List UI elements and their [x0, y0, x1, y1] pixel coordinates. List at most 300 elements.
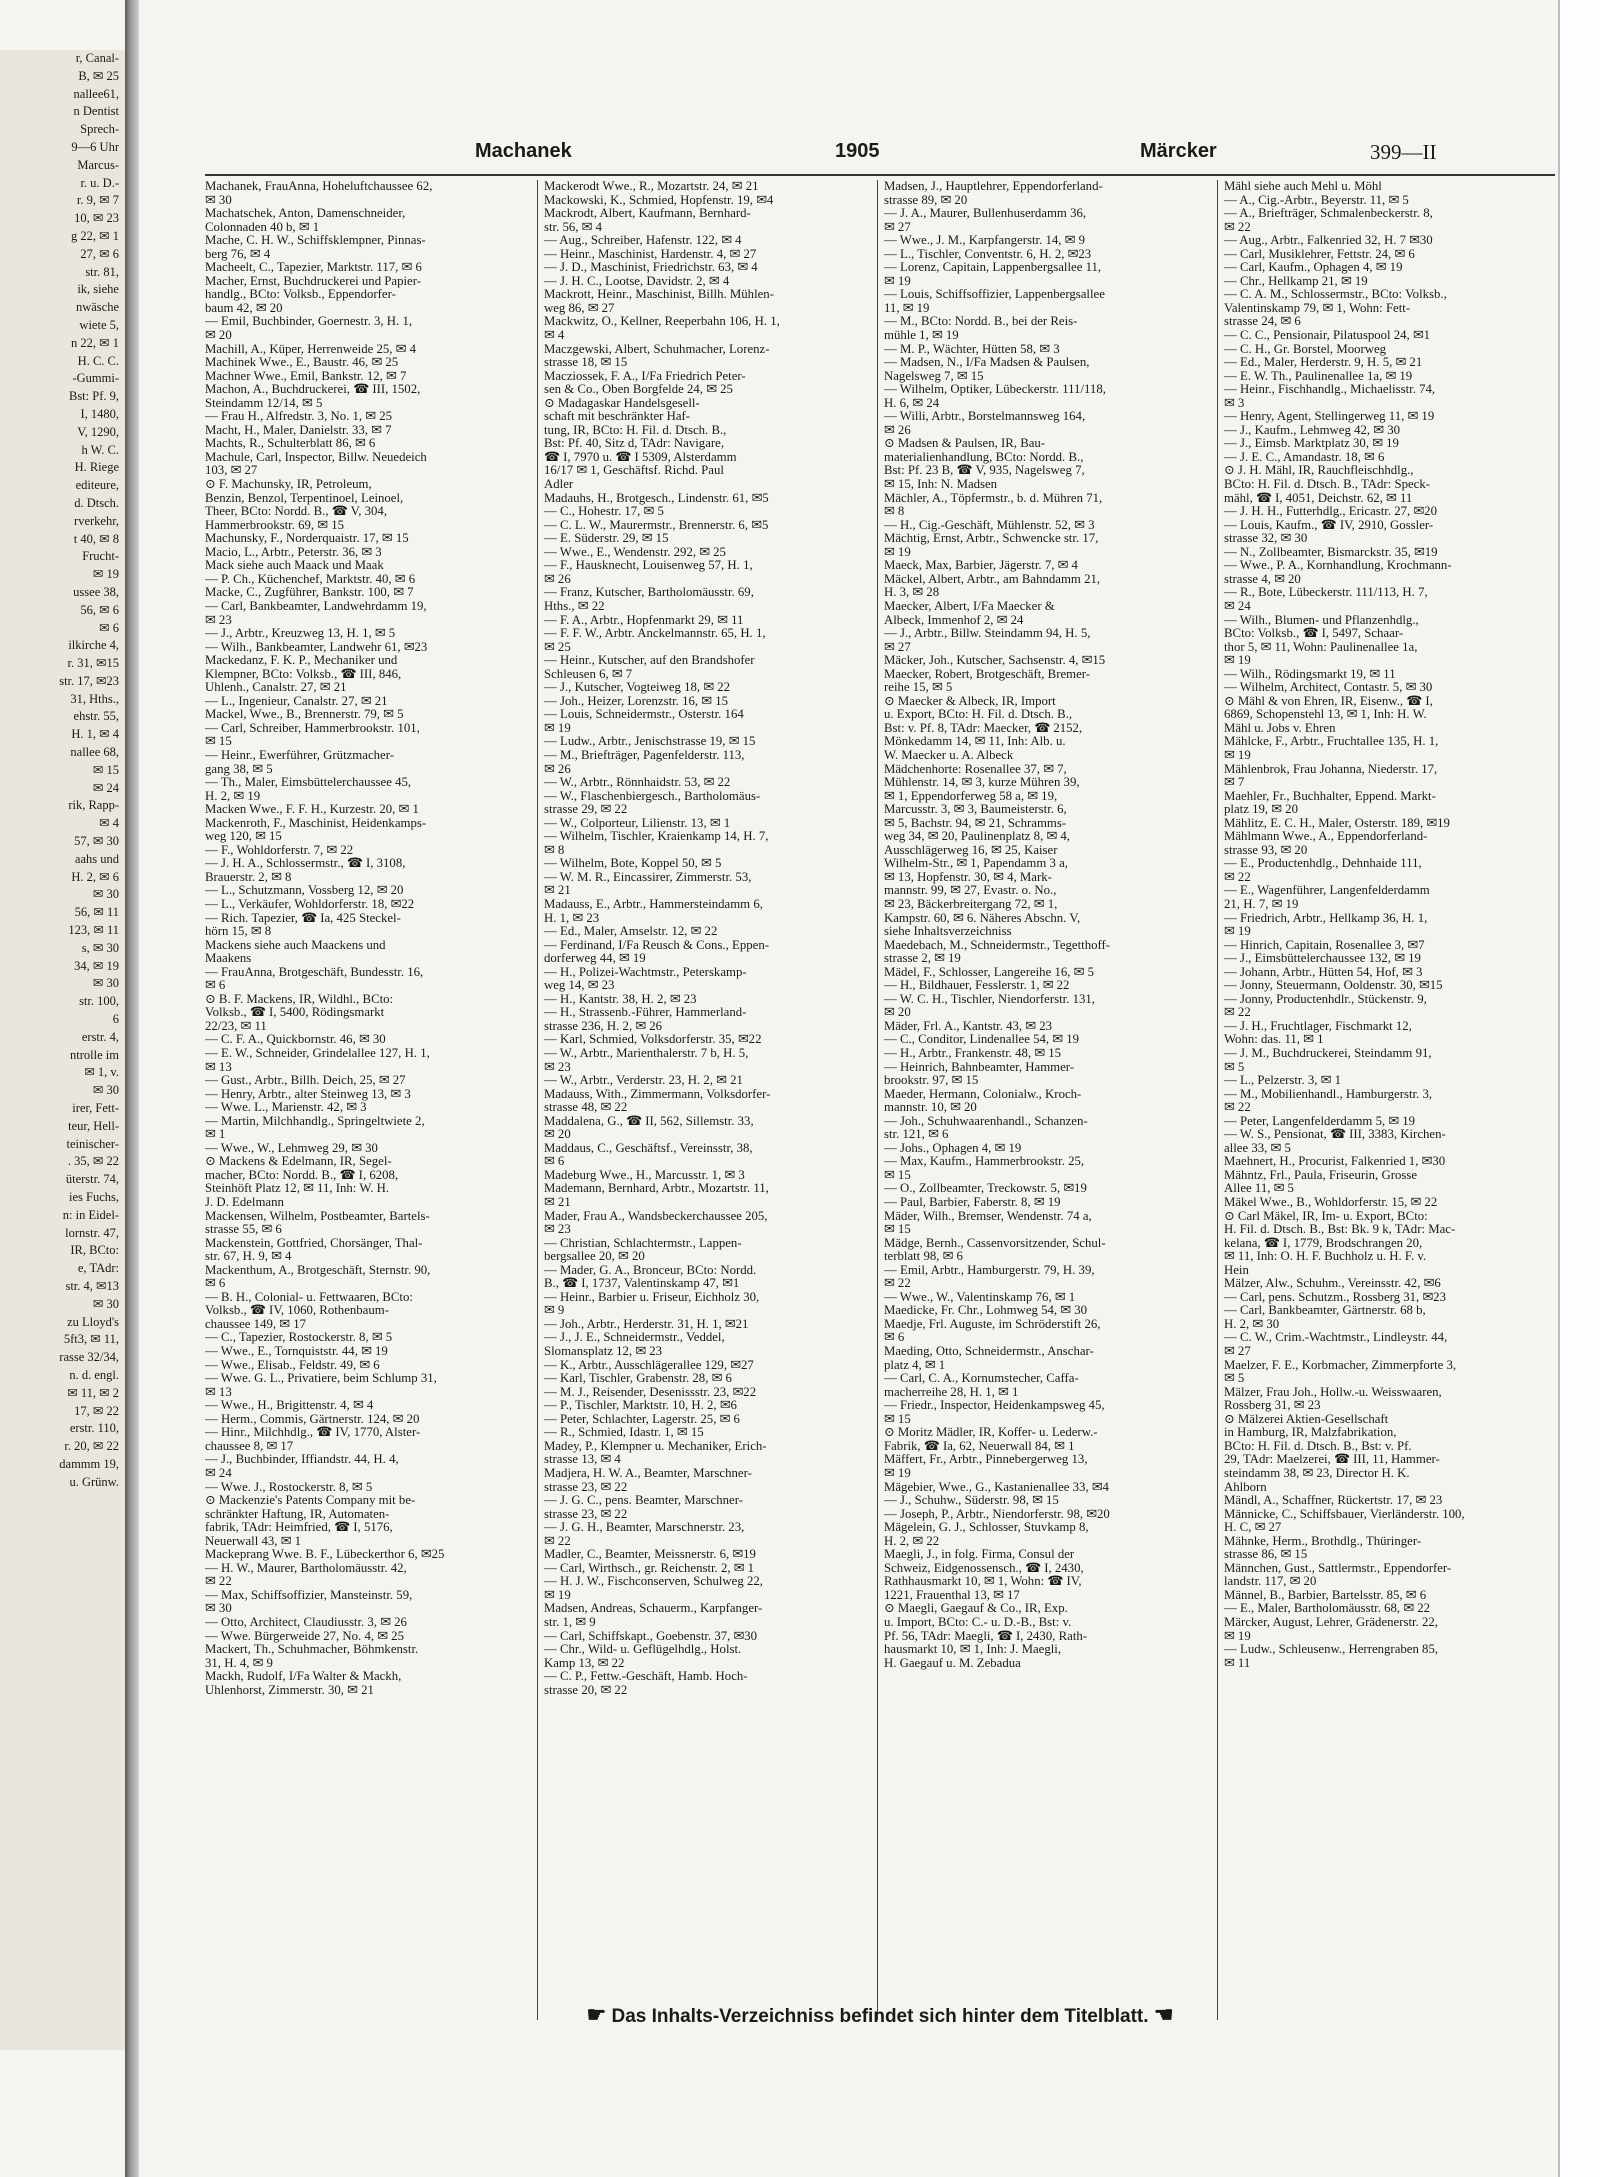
- directory-entry-line: — J., Kutscher, Vogteiweg 18, ✉ 22: [544, 681, 731, 695]
- header-last-entry: Märcker: [1140, 140, 1217, 162]
- directory-entry-line: — M., Briefträger, Pagenfelderstr. 113,: [544, 748, 745, 762]
- directory-entry-line: Mälzer, Frau Joh., Hollw.-u. Weisswaaren,: [1224, 1385, 1442, 1399]
- directory-entry-line: ✉ 19: [884, 274, 911, 288]
- directory-entry-line: — Max, Kaufm., Hammerbrookstr. 25,: [884, 1155, 1085, 1169]
- directory-entry-line: — Wilh., Bankbeamter, Landwehr 61, ✉23: [205, 640, 428, 654]
- directory-entry-line: 21, H. 7, ✉ 19: [1224, 897, 1299, 911]
- directory-entry-line: — Wwe. J., Rostockerstr. 8, ✉ 5: [205, 1480, 373, 1494]
- directory-entry-line: — Heinr., Barbier u. Friseur, Eichholz 30,: [544, 1290, 760, 1304]
- directory-entry-line: Mägebier, Wwe., G., Kastanienallee 33, ✉4: [884, 1480, 1109, 1494]
- directory-entry-line: Slomansplatz 12, ✉ 23: [544, 1345, 663, 1359]
- directory-entry-line: ✉ 6: [205, 979, 226, 993]
- directory-entry-line: strasse 32, ✉ 30: [1224, 532, 1308, 546]
- directory-entry-line: J. D. Edelmann: [205, 1196, 284, 1210]
- directory-entry-line: — Frau H., Alfredstr. 3, No. 1, ✉ 25: [205, 410, 393, 424]
- directory-entry-line: — Karl, Tischler, Grabenstr. 28, ✉ 6: [544, 1372, 732, 1386]
- directory-entry-line: reihe 15, ✉ 5: [884, 681, 953, 695]
- directory-entry-line: ✉ 6: [544, 1155, 565, 1169]
- directory-entry-line: strasse 89, ✉ 20: [884, 193, 968, 207]
- directory-entry-line: Ausschlägerweg 16, ✉ 25, Kaiser: [884, 843, 1058, 857]
- previous-page-line: 6: [112, 1012, 119, 1027]
- directory-entry-line: Mäffert, Fr., Arbtr., Pinnebergerweg 13,: [884, 1453, 1088, 1467]
- previous-page-line: ✉ 4: [99, 816, 119, 831]
- previous-page-line: nallee 68,: [70, 745, 119, 760]
- directory-entry-line: ✉ 6: [884, 1331, 905, 1345]
- directory-entry-line: Mackenroth, F., Maschinist, Heidenkamps-: [205, 816, 427, 830]
- previous-page-line: str. 17, ✉23: [59, 673, 119, 688]
- directory-entry-line: schränkter Haftung, IR, Automaten-: [205, 1507, 390, 1521]
- directory-entry-line: — Paul, Barbier, Faberstr. 8, ✉ 19: [884, 1196, 1061, 1210]
- directory-entry-line: — Otto, Architect, Claudiusstr. 3, ✉ 26: [205, 1615, 407, 1629]
- directory-entry-line: ✉ 21: [544, 1196, 571, 1210]
- directory-entry-line: ✉ 19: [884, 1466, 911, 1480]
- directory-entry-line: Mackerodt Wwe., R., Mozartstr. 24, ✉ 21: [544, 180, 759, 193]
- directory-entry-line: Machatschek, Anton, Damenschneider,: [205, 207, 406, 221]
- directory-entry-line: — H., Strassenb.-Führer, Hammerland-: [544, 1006, 747, 1020]
- previous-page-line: Marcus-: [77, 157, 119, 172]
- directory-entry-line: ⊙ Madagaskar Handelsgesell-: [544, 396, 700, 410]
- directory-entry-line: Hammerbrookstr. 69, ✉ 15: [205, 518, 345, 532]
- directory-entry-line: — Ludw., Arbtr., Jenischstrasse 19, ✉ 15: [544, 735, 756, 749]
- directory-entry-line: Allee 11, ✉ 5: [1224, 1182, 1294, 1196]
- directory-entry-line: Ahlborn: [1224, 1480, 1267, 1494]
- directory-entry-line: Bst: Pf. 40, Sitz d, TAdr: Navigare,: [544, 437, 725, 451]
- directory-entry-line: — C., Conditor, Lindenallee 54, ✉ 19: [884, 1033, 1080, 1047]
- directory-entry-line: — Wilhelm, Bote, Koppel 50, ✉ 5: [544, 857, 722, 871]
- directory-entry-line: ⊙ Maegli, Gaegauf & Co., IR, Exp.: [884, 1602, 1068, 1616]
- directory-entry-line: ✉ 26: [544, 762, 571, 776]
- previous-page-line: ehstr. 55,: [73, 709, 119, 724]
- directory-entry-line: Maddalena, G., ☎ II, 562, Sillemstr. 33,: [544, 1114, 754, 1128]
- directory-entry-line: strasse 93, ✉ 20: [1224, 843, 1308, 857]
- previous-page-line: Sprech-: [80, 122, 119, 137]
- previous-page-line: g 22, ✉ 1: [71, 228, 119, 243]
- previous-page-line: r. 9, ✉ 7: [76, 193, 119, 208]
- directory-entry-line: Mache, C. H. W., Schiffsklempner, Pinnas-: [205, 234, 426, 248]
- directory-entry-line: — W. M. R., Eincassirer, Zimmerstr. 53,: [544, 870, 752, 884]
- previous-page-line: 9—6 Uhr: [71, 139, 119, 154]
- directory-entry-line: Maeck, Max, Barbier, Jägerstr. 7, ✉ 4: [884, 559, 1078, 573]
- directory-entry-line: Mackedanz, F. K. P., Mechaniker und: [205, 654, 398, 668]
- directory-column-2: [537, 180, 864, 2020]
- directory-entry-line: BCto: H. Fil. d. Dtsch. B., TAdr: Speck-: [1224, 478, 1430, 492]
- directory-entry-line: 6869, Schopenstehl 13, ✉ 1, Inh: H. W.: [1224, 708, 1427, 722]
- directory-entry-line: Kampstr. 60, ✉ 6. Näheres Abschn. V,: [884, 911, 1081, 925]
- directory-entry-line: — Peter, Langenfelderdamm 5, ✉ 19: [1224, 1114, 1416, 1128]
- directory-entry-line: Mädge, Bernh., Cassenvorsitzender, Schul-: [884, 1236, 1106, 1250]
- directory-entry-line: ✉ 30: [205, 193, 232, 207]
- directory-entry-line: — Joseph, P., Arbtr., Niendorferstr. 98, ✉20: [884, 1507, 1110, 1521]
- directory-entry-line: — F., Wohldorferstr. 7, ✉ 22: [205, 843, 354, 857]
- directory-entry-line: H. 2, ✉ 22: [884, 1534, 940, 1548]
- previous-page-line: s, ✉ 30: [81, 940, 119, 955]
- directory-entry-line: chaussee 149, ✉ 17: [205, 1317, 306, 1331]
- directory-entry-line: Pf. 56, TAdr: Maegli, ☎ I, 2430, Rath-: [884, 1629, 1088, 1643]
- directory-entry-line: Mademann, Bernhard, Arbtr., Mozartstr. 11,: [544, 1182, 769, 1196]
- previous-page-line: 27, ✉ 6: [80, 246, 119, 261]
- previous-page-line: Frucht-: [82, 549, 119, 564]
- directory-entry-line: Mack siehe auch Maack und Maak: [205, 559, 384, 573]
- directory-column-1: [205, 180, 525, 2020]
- pointing-hand-icon: ☛: [586, 2002, 607, 2027]
- directory-entry-line: strasse 2, ✉ 19: [884, 952, 961, 966]
- previous-page-line: teinischer-: [66, 1136, 119, 1151]
- directory-entry-line: — Ed., Maler, Herderstr. 9, H. 5, ✉ 21: [1224, 356, 1423, 370]
- directory-entry-line: — Henry, Arbtr., alter Steinweg 13, ✉ 3: [205, 1087, 411, 1101]
- directory-entry-line: Mäkel Wwe., B., Wohldorferstr. 15, ✉ 22: [1224, 1196, 1438, 1210]
- directory-entry-line: ⊙ Mälzerei Aktien-Gesellschaft: [1224, 1412, 1389, 1426]
- directory-entry-line: Kamp 13, ✉ 22: [544, 1656, 625, 1670]
- directory-entry-line: — L., Pelzerstr. 3, ✉ 1: [1224, 1074, 1341, 1088]
- directory-entry-line: ✉ 1: [205, 1128, 226, 1142]
- previous-page-line: str. 81,: [85, 264, 119, 279]
- directory-entry-line: — E. W. Th., Paulinenallee 1a, ✉ 19: [1224, 369, 1413, 383]
- directory-entry-line: — H., Kantstr. 38, H. 2, ✉ 23: [544, 992, 697, 1006]
- footer-notice-text: Das Inhalts-Verzeichniss befindet sich hinter dem Titelblatt.: [611, 2006, 1149, 2027]
- directory-entry-line: hausmarkt 10, ✉ 1, Inh: J. Maegli,: [884, 1643, 1062, 1657]
- directory-entry-line: Mädel, F., Schlosser, Langereihe 16, ✉ 5: [884, 965, 1094, 979]
- directory-entry-line: strasse 236, H. 2, ✉ 26: [544, 1019, 663, 1033]
- directory-entry-line: Wilhelm-Str., ✉ 1, Papendamm 3 a,: [884, 857, 1069, 871]
- directory-entry-line: landstr. 117, ✉ 20: [1224, 1575, 1317, 1589]
- directory-entry-line: H. 2, ✉ 19: [205, 789, 261, 803]
- previous-page-line: ✉ 30: [92, 1083, 119, 1098]
- directory-entry-line: — J. A., Maurer, Bullenhuserdamm 36,: [884, 207, 1087, 221]
- directory-entry-line: — J. H. A., Schlossermstr., ☎ I, 3108,: [205, 857, 406, 871]
- directory-entry-line: — Carl, Wirthsch., gr. Reichenstr. 2, ✉ 1: [544, 1561, 755, 1575]
- directory-entry-line: — Heinr., Kutscher, auf den Brandshofer: [544, 654, 755, 668]
- directory-entry-line: Madeburg Wwe., H., Marcusstr. 1, ✉ 3: [544, 1168, 745, 1182]
- directory-entry-line: — O., Zollbeamter, Treckowstr. 5, ✉19: [884, 1182, 1087, 1196]
- directory-entry-line: ✉ 22: [1224, 870, 1251, 884]
- directory-entry-line: — R., Schmied, Idastr. 1, ✉ 15: [544, 1426, 704, 1440]
- directory-entry-line: Maelzer, F. E., Korbmacher, Zimmerpforte 3,: [1224, 1358, 1457, 1372]
- directory-entry-line: ⊙ Madsen & Paulsen, IR, Bau-: [884, 437, 1046, 451]
- directory-entry-line: str. 1, ✉ 9: [544, 1615, 596, 1629]
- directory-entry-line: Uhlenh., Canalstr. 27, ✉ 21: [205, 681, 347, 695]
- directory-entry-line: Mäder, Wilh., Bremser, Wendenstr. 74 a,: [884, 1209, 1092, 1223]
- directory-entry-line: Mühlenstr. 14, ✉ 3, kurze Mühren 39,: [884, 776, 1080, 790]
- directory-entry-line: Madauhs, H., Brotgesch., Lindenstr. 61, ✉5: [544, 491, 769, 505]
- directory-entry-line: ✉ 13: [205, 1385, 232, 1399]
- directory-entry-line: — Mader, G. A., Bronceur, BCto: Nordd.: [544, 1263, 757, 1277]
- directory-entry-line: — Hinr., Milchhdlg., ☎ IV, 1770, Alster-: [205, 1426, 421, 1440]
- directory-entry-line: H. 2, ✉ 30: [1224, 1317, 1280, 1331]
- directory-entry-line: Machon, A., Buchdruckerei, ☎ III, 1502,: [205, 383, 421, 397]
- previous-page-line: 34, ✉ 19: [74, 958, 119, 973]
- directory-entry-line: 103, ✉ 27: [205, 464, 258, 478]
- directory-entry-line: Madsen, J., Hauptlehrer, Eppendorferland-: [884, 180, 1103, 193]
- directory-entry-line: Marcusstr. 3, ✉ 3, Baumeisterstr. 6,: [884, 803, 1067, 817]
- directory-entry-line: — FrauAnna, Brotgeschäft, Bundesstr. 16,: [205, 965, 424, 979]
- directory-entry-line: — J. G. H., Beamter, Marschnerstr. 23,: [544, 1521, 745, 1535]
- directory-entry-line: Mägelein, G. J., Schlosser, Stuvkamp 8,: [884, 1521, 1089, 1535]
- directory-entry-line: Mackowski, K., Schmied, Hopfenstr. 19, ✉4: [544, 193, 774, 207]
- directory-entry-line: Maecker, Robert, Brotgeschäft, Bremer-: [884, 667, 1091, 681]
- directory-entry-line: ✉ 25: [544, 640, 571, 654]
- directory-entry-line: Hein: [1224, 1263, 1249, 1277]
- directory-entry-line: Macher, Ernst, Buchdruckerei und Papier-: [205, 274, 421, 288]
- directory-entry-line: handlg., BCto: Volksb., Eppendorfer-: [205, 288, 396, 302]
- directory-entry-line: Mönkedamm 14, ✉ 11, Inh: Alb. u.: [884, 735, 1066, 749]
- directory-entry-line: — Carl, Schiffskapt., Goebenstr. 37, ✉30: [544, 1629, 758, 1643]
- directory-entry-line: ✉ 26: [544, 572, 571, 586]
- directory-entry-line: Brauerstr. 2, ✉ 8: [205, 870, 292, 884]
- directory-entry-line: ✉ 9: [544, 1304, 565, 1318]
- directory-entry-line: Macken Wwe., F. F. H., Kurzestr. 20, ✉ 1: [205, 803, 419, 817]
- directory-entry-line: ✉ 23: [544, 1060, 571, 1074]
- directory-entry-line: — Gust., Arbtr., Billh. Deich, 25, ✉ 27: [205, 1074, 406, 1088]
- directory-entry-line: ✉ 5: [1224, 1060, 1245, 1074]
- directory-entry-line: Mählmann Wwe., A., Eppendorferland-: [1224, 830, 1428, 844]
- directory-entry-line: 16/17 ✉ 1, Geschäftsf. Richd. Paul: [544, 464, 724, 478]
- directory-entry-line: — Wwe., Elisab., Feldstr. 49, ✉ 6: [205, 1358, 380, 1372]
- directory-entry-line: — C. P., Fettw.-Geschäft, Hamb. Hoch-: [544, 1670, 748, 1684]
- directory-entry-line: chaussee 8, ✉ 17: [205, 1439, 294, 1453]
- directory-entry-line: — C., Tapezier, Rostockerstr. 8, ✉ 5: [205, 1331, 393, 1345]
- directory-entry-line: u. Import, BCto: C.- u. D.-B., Bst: v.: [884, 1615, 1072, 1629]
- directory-entry-line: ✉ 23: [205, 613, 232, 627]
- directory-entry-line: steindamm 38, ✉ 23, Director H. K.: [1224, 1466, 1410, 1480]
- directory-entry-line: — M. P., Wächter, Hütten 58, ✉ 3: [884, 342, 1060, 356]
- directory-entry-line: — C., Hohestr. 17, ✉ 5: [544, 505, 664, 519]
- directory-entry-line: str. 67, H. 9, ✉ 4: [205, 1250, 292, 1264]
- directory-entry-line: Volksb., ☎ I, 5400, Rödingsmarkt: [205, 1006, 385, 1020]
- directory-entry-line: Maedje, Frl. Auguste, im Schröderstift 26,: [884, 1317, 1101, 1331]
- directory-entry-line: — Max, Schiffsoffizier, Mansteinstr. 59,: [205, 1588, 413, 1602]
- directory-entry-line: — Jonny, Productenhdlr., Stückenstr. 9,: [1224, 992, 1427, 1006]
- directory-entry-line: ✉ 19: [884, 545, 911, 559]
- directory-entry-line: — W., Arbtr., Verderstr. 23, H. 2, ✉ 21: [544, 1074, 743, 1088]
- directory-entry-line: mannstr. 99, ✉ 27, Evastr. o. No.,: [884, 884, 1057, 898]
- directory-entry-line: Albeck, Immenhof 2, ✉ 24: [884, 613, 1024, 627]
- directory-entry-line: Mändl, A., Schaffner, Rückertstr. 17, ✉ 23: [1224, 1494, 1443, 1508]
- previous-page-line: Bst: Pf. 9,: [68, 389, 119, 404]
- previous-page-line: wiete 5,: [79, 317, 119, 332]
- directory-entry-line: ⊙ Maecker & Albeck, IR, Import: [884, 694, 1056, 708]
- directory-column-3: [877, 180, 1204, 2020]
- directory-entry-line: 31, H. 4, ✉ 9: [205, 1656, 273, 1670]
- directory-entry-line: fabrik, TAdr: Heimfried, ☎ I, 5176,: [205, 1521, 393, 1535]
- directory-entry-line: — Aug., Arbtr., Falkenried 32, H. 7 ✉30: [1224, 234, 1433, 248]
- directory-entry-line: — H. W., Maurer, Bartholomäusstr. 42,: [205, 1561, 407, 1575]
- directory-entry-line: hörn 15, ✉ 8: [205, 925, 272, 939]
- directory-entry-line: ✉ 15: [884, 1223, 911, 1237]
- directory-entry-line: — Carl, Musiklehrer, Fettstr. 24, ✉ 6: [1224, 247, 1415, 261]
- directory-entry-line: Mäder, Frl. A., Kantstr. 43, ✉ 23: [884, 1019, 1053, 1033]
- directory-entry-line: Machill, A., Küper, Herrenweide 25, ✉ 4: [205, 342, 416, 356]
- directory-entry-line: ✉ 27: [884, 640, 911, 654]
- directory-entry-line: — Emil, Arbtr., Hamburgerstr. 79, H. 39,: [884, 1263, 1095, 1277]
- directory-entry-line: Maedebach, M., Schneidermstr., Tegetthoff-: [884, 938, 1111, 952]
- previous-page-line: erstr. 110,: [69, 1421, 119, 1436]
- directory-entry-line: dorferweg 44, ✉ 19: [544, 952, 646, 966]
- directory-entry-line: — Wwe. Bürgerweide 27, No. 4, ✉ 25: [205, 1629, 404, 1643]
- directory-entry-line: strasse 48, ✉ 22: [544, 1101, 628, 1115]
- previous-page-line: ✉ 19: [92, 567, 119, 582]
- directory-entry-line: — J., Eimsb. Marktplatz 30, ✉ 19: [1224, 437, 1399, 451]
- header-year: 1905: [835, 140, 880, 162]
- directory-entry-line: — Herm., Commis, Gärtnerstr. 124, ✉ 20: [205, 1412, 420, 1426]
- previous-page-line: u. Grünw.: [69, 1474, 119, 1489]
- directory-entry-line: ✉ 20: [884, 1006, 911, 1020]
- directory-entry-line: Mackwitz, O., Kellner, Reeperbahn 106, H. 1,: [544, 315, 780, 329]
- directory-entry-line: — Ferdinand, I/Fa Reusch & Cons., Eppen-: [544, 938, 769, 952]
- previous-page-line: ✉ 6: [99, 620, 119, 635]
- directory-entry-line: Steindamm 12/14, ✉ 5: [205, 396, 323, 410]
- previous-page-line: n. d. engl.: [69, 1367, 119, 1382]
- directory-entry-line: — J., Kaufm., Lehmweg 42, ✉ 30: [1224, 423, 1400, 437]
- directory-entry-line: — C. C., Pensionair, Pilatuspool 24, ✉1: [1224, 329, 1431, 343]
- previous-page-line: t 40, ✉ 8: [73, 531, 119, 546]
- directory-entry-line: strasse 23, ✉ 22: [544, 1480, 628, 1494]
- directory-entry-line: Maegli, J., in folg. Firma, Consul der: [884, 1548, 1075, 1562]
- directory-entry-line: — Johann, Arbtr., Hütten 54, Hof, ✉ 3: [1224, 965, 1423, 979]
- directory-entry-line: — M., BCto: Nordd. B., bei der Reis-: [884, 315, 1078, 329]
- previous-page-line: 57, ✉ 30: [74, 834, 119, 849]
- directory-entry-line: ⊙ J. H. Mähl, IR, Rauchfleischhdlg.,: [1224, 464, 1414, 478]
- directory-entry-line: — Franz, Kutscher, Bartholomäusstr. 69,: [544, 586, 754, 600]
- directory-entry-line: — Friedr., Inspector, Heidenkampsweg 45,: [884, 1399, 1105, 1413]
- directory-entry-line: — Ludw., Schleusenw., Herrengraben 85,: [1224, 1643, 1439, 1657]
- directory-entry-line: Mackenstein, Gottfried, Chorsänger, Thal-: [205, 1236, 423, 1250]
- directory-entry-line: weg 120, ✉ 15: [205, 830, 282, 844]
- previous-page-line: ✉ 1, v.: [84, 1065, 119, 1080]
- directory-entry-line: ✉ 20: [544, 1128, 571, 1142]
- directory-entry-line: Mähntz, Frl., Paula, Friseurin, Grosse: [1224, 1168, 1417, 1182]
- previous-page-line: H. 2, ✉ 6: [71, 869, 119, 884]
- directory-entry-line: Fabrik, ☎ Ia, 62, Neuerwall 84, ✉ 1: [884, 1439, 1075, 1453]
- directory-entry-line: platz 4, ✉ 1: [884, 1358, 946, 1372]
- directory-entry-line: strasse 86, ✉ 15: [1224, 1548, 1308, 1562]
- previous-page-line: ies Fuchs,: [69, 1190, 119, 1204]
- directory-entry-line: platz 19, ✉ 20: [1224, 803, 1298, 817]
- directory-entry-line: — Joh., Heizer, Lorenzstr. 16, ✉ 15: [544, 694, 728, 708]
- directory-entry-line: Valentinskamp 79, ✉ 1, Wohn: Fett-: [1224, 301, 1411, 315]
- directory-entry-line: ✉ 5: [1224, 1372, 1245, 1386]
- directory-entry-line: Machunsky, F., Norderquaistr. 17, ✉ 15: [205, 532, 409, 546]
- directory-entry-line: — Wwe., H., Brigittenstr. 4, ✉ 4: [205, 1399, 374, 1413]
- directory-entry-line: — W. S., Pensionat, ☎ III, 3383, Kirchen-: [1224, 1128, 1446, 1142]
- directory-entry-line: Mackenthum, A., Brotgeschäft, Sternstr. 90,: [205, 1263, 431, 1277]
- directory-entry-line: Uhlenhorst, Zimmerstr. 30, ✉ 21: [205, 1683, 374, 1697]
- previous-page-line: ntrolle im: [70, 1047, 119, 1062]
- directory-entry-line: — Louis, Kaufm., ☎ IV, 2910, Gossler-: [1224, 518, 1434, 532]
- directory-entry-line: schaft mit beschränkter Haf-: [544, 410, 691, 424]
- directory-entry-line: str. 121, ✉ 6: [884, 1128, 949, 1142]
- directory-entry-line: Bst: v. Pf. 8, TAdr: Maecker, ☎ 2152,: [884, 721, 1083, 735]
- previous-page-line: 123, ✉ 11: [68, 923, 119, 938]
- directory-entry-line: Schleusen 6, ✉ 7: [544, 667, 633, 681]
- directory-entry-line: H. 3, ✉ 28: [884, 586, 940, 600]
- previous-page-line: ✉ 30: [92, 887, 119, 902]
- directory-entry-line: Maeding, Otto, Schneidermstr., Anschar-: [884, 1345, 1094, 1359]
- directory-entry-line: Machts, R., Schulterblatt 86, ✉ 6: [205, 437, 376, 451]
- directory-entry-line: mannstr. 10, ✉ 20: [884, 1101, 977, 1115]
- directory-entry-line: tung, IR, BCto: H. Fil. d. Dtsch. B.,: [544, 423, 727, 437]
- previous-page-line: I, 1480,: [80, 406, 119, 421]
- directory-entry-line: Mackeprang Wwe. B. F., Lübeckerthor 6, ✉25: [205, 1548, 445, 1562]
- directory-entry-line: ✉ 24: [205, 1466, 232, 1480]
- directory-entry-line: ✉ 27: [884, 220, 911, 234]
- previous-page-line: erstr. 4,: [81, 1029, 119, 1044]
- directory-entry-line: — E., Wagenführer, Langenfelderdamm: [1224, 884, 1430, 898]
- directory-entry-line: ✉ 27: [1224, 1345, 1251, 1359]
- directory-entry-line: — Louis, Schiffsoffizier, Lappenbergsallee: [884, 288, 1105, 302]
- directory-entry-line: ✉ 20: [205, 329, 232, 343]
- directory-entry-line: terblatt 98, ✉ 6: [884, 1250, 963, 1264]
- previous-page-line: nallee61,: [73, 86, 119, 101]
- directory-entry-line: thor 5, ✉ 11, Wohn: Paulinenallee 1a,: [1224, 640, 1418, 654]
- directory-entry-line: Männicke, C., Schiffsbauer, Vierländerstr. 100,: [1224, 1507, 1465, 1521]
- running-header: [205, 140, 1555, 170]
- directory-entry-line: ✉ 23, Bäckerbreitergang 72, ✉ 1,: [884, 897, 1058, 911]
- directory-entry-line: ✉ 22: [544, 1534, 571, 1548]
- previous-page-line: rasse 32/34,: [59, 1350, 119, 1365]
- previous-page-line: rik, Rapp-: [68, 798, 119, 813]
- directory-entry-line: Mäckel, Albert, Arbtr., am Bahndamm 21,: [884, 572, 1101, 586]
- directory-entry-line: — Hinrich, Capitain, Rosenallee 3, ✉7: [1224, 938, 1425, 952]
- directory-entry-line: — Heinr., Ewerführer, Grützmacher-: [205, 748, 394, 762]
- directory-entry-line: Mähnke, Herm., Brothdlg., Thüringer-: [1224, 1534, 1422, 1548]
- directory-entry-line: ☎ I, 7970 u. ☎ I 5309, Alsterdamm: [544, 450, 737, 464]
- previous-page-line: üterstr. 74,: [65, 1172, 119, 1187]
- directory-entry-line: Volksb., ☎ IV, 1060, Rothenbaum-: [205, 1304, 389, 1318]
- directory-entry-line: — P. Ch., Küchenchef, Marktstr. 40, ✉ 6: [205, 572, 416, 586]
- directory-entry-line: — Wwe. L., Marienstr. 42, ✉ 3: [205, 1101, 367, 1115]
- directory-entry-line: — J. E. C., Amandastr. 18, ✉ 6: [1224, 450, 1385, 464]
- directory-entry-line: — Madsen, N., I/Fa Madsen & Paulsen,: [884, 356, 1090, 370]
- directory-entry-line: — Carl, Schreiber, Hammerbrookstr. 101,: [205, 721, 420, 735]
- directory-entry-line: — L., Tischler, Conventstr. 6, H. 2, ✉23: [884, 247, 1092, 261]
- directory-entry-line: Madauss, With., Zimmermann, Volksdorfer-: [544, 1087, 771, 1101]
- directory-entry-line: Benzin, Benzol, Terpentinoel, Leinoel,: [205, 491, 404, 505]
- directory-entry-line: ⊙ Mähl & von Ehren, IR, Eisenw., ☎ I,: [1224, 694, 1433, 708]
- previous-page-line: editeure,: [75, 478, 119, 493]
- directory-entry-line: W. Maecker u. A. Albeck: [884, 748, 1014, 762]
- previous-page-line: B, ✉ 25: [78, 68, 119, 83]
- directory-entry-line: Männchen, Gust., Sattlermstr., Eppendorfer-: [1224, 1561, 1452, 1575]
- directory-entry-line: materialienhandlung, BCto: Nordd. B.,: [884, 450, 1084, 464]
- directory-entry-line: ✉ 4: [544, 329, 565, 343]
- directory-entry-line: 11, ✉ 19: [884, 301, 930, 315]
- directory-entry-line: — W., Arbtr., Rönnhaidstr. 53, ✉ 22: [544, 776, 731, 790]
- directory-entry-line: strasse 55, ✉ 6: [205, 1223, 282, 1237]
- directory-entry-line: — Carl, C. A., Kornumstecher, Caffa-: [884, 1372, 1079, 1386]
- directory-entry-line: — Wwe., W., Valentinskamp 76, ✉ 1: [884, 1290, 1076, 1304]
- previous-page-line: h W. C.: [81, 442, 119, 457]
- directory-entry-line: — J. H. H., Futterhdlg., Ericastr. 27, ✉20: [1224, 505, 1437, 519]
- page-edge: [1558, 0, 1600, 2177]
- directory-entry-line: H. 1, ✉ 23: [544, 911, 600, 925]
- directory-entry-line: Maehler, Fr., Buchhalter, Eppend. Markt-: [1224, 789, 1436, 803]
- directory-entry-line: ✉ 19: [1224, 1629, 1251, 1643]
- directory-entry-line: — F. A., Arbtr., Hopfenmarkt 29, ✉ 11: [544, 613, 744, 627]
- directory-entry-line: ⊙ B. F. Mackens, IR, Wildhl., BCto:: [205, 992, 394, 1006]
- directory-entry-line: — Wilh., Rödingsmarkt 19, ✉ 11: [1224, 667, 1396, 681]
- directory-entry-line: H. C, ✉ 27: [1224, 1521, 1282, 1535]
- directory-entry-line: 29, TAdr: Maelzerei, ☎ III, 11, Hammer-: [1224, 1453, 1440, 1467]
- directory-entry-line: ⊙ Moritz Mädler, IR, Koffer- u. Lederw.-: [884, 1426, 1098, 1440]
- header-first-entry: Machanek: [475, 140, 572, 162]
- directory-entry-line: — Martin, Milchhandlg., Springeltwiete 2,: [205, 1114, 425, 1128]
- directory-entry-line: strasse 23, ✉ 22: [544, 1507, 628, 1521]
- previous-page-line: r. 20, ✉ 22: [64, 1439, 119, 1454]
- directory-entry-line: — Chr., Hellkamp 21, ✉ 19: [1224, 274, 1368, 288]
- directory-entry-line: — W. C. H., Tischler, Niendorferstr. 131,: [884, 992, 1095, 1006]
- directory-entry-line: Märcker, August, Lehrer, Grädenerstr. 22,: [1224, 1615, 1438, 1629]
- directory-entry-line: Madsen, Andreas, Schauerm., Karpfanger-: [544, 1602, 763, 1616]
